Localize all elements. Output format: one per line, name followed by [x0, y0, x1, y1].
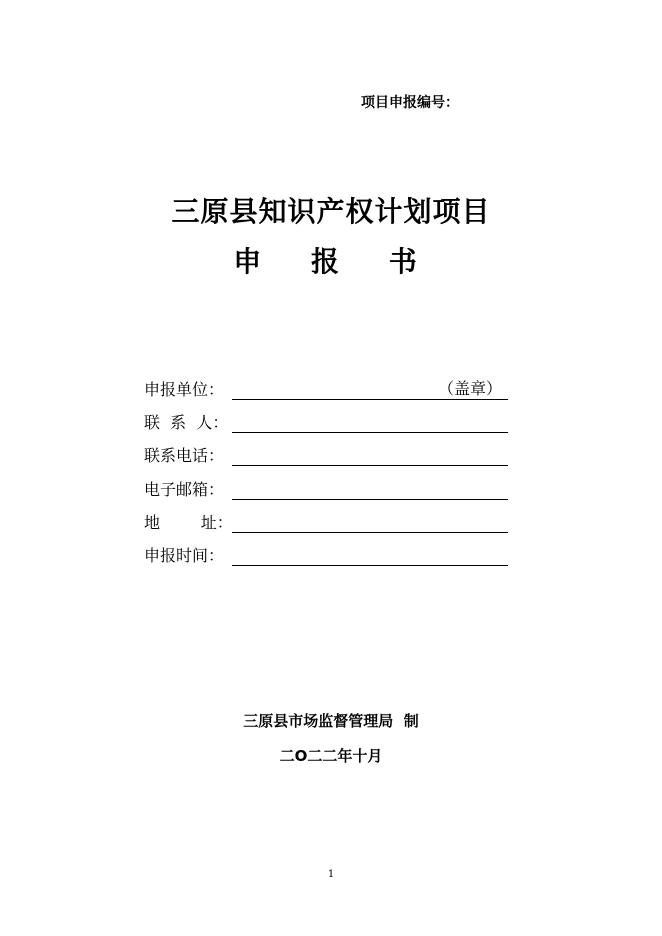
address-label: 地 址：: [144, 513, 233, 532]
form-row-address: [144, 509, 508, 533]
issue-date: 二O二二年十月: [279, 747, 383, 765]
form-row-application-time: [144, 542, 508, 566]
application-time-field[interactable]: [232, 545, 508, 566]
form-row-contact-person: [144, 409, 508, 433]
form-row-applicant-unit: [144, 376, 508, 400]
contact-person-field[interactable]: [232, 412, 508, 433]
contact-person-label: 联 系 人：: [144, 413, 229, 432]
applicant-unit-label: 申报单位：: [144, 380, 225, 399]
email-field[interactable]: [232, 479, 508, 500]
document-title: 三原县知识产权计划项目: [171, 195, 491, 228]
project-number-label: 项目申报编号：: [361, 95, 459, 111]
address-field[interactable]: [232, 512, 508, 533]
page-number: 1: [327, 869, 335, 880]
stamp-note: （盖章）: [437, 379, 502, 398]
phone-field[interactable]: [232, 445, 508, 466]
form-row-email: [144, 476, 508, 500]
issuer-text: 三原县市场监督管理局 制: [243, 712, 419, 730]
application-time-label: 申报时间：: [144, 546, 225, 565]
document-subtitle: 申 报 书: [233, 245, 437, 278]
phone-label: 联系电话：: [144, 446, 225, 465]
form-row-phone: [144, 442, 508, 466]
email-label: 电子邮箱：: [144, 480, 225, 499]
